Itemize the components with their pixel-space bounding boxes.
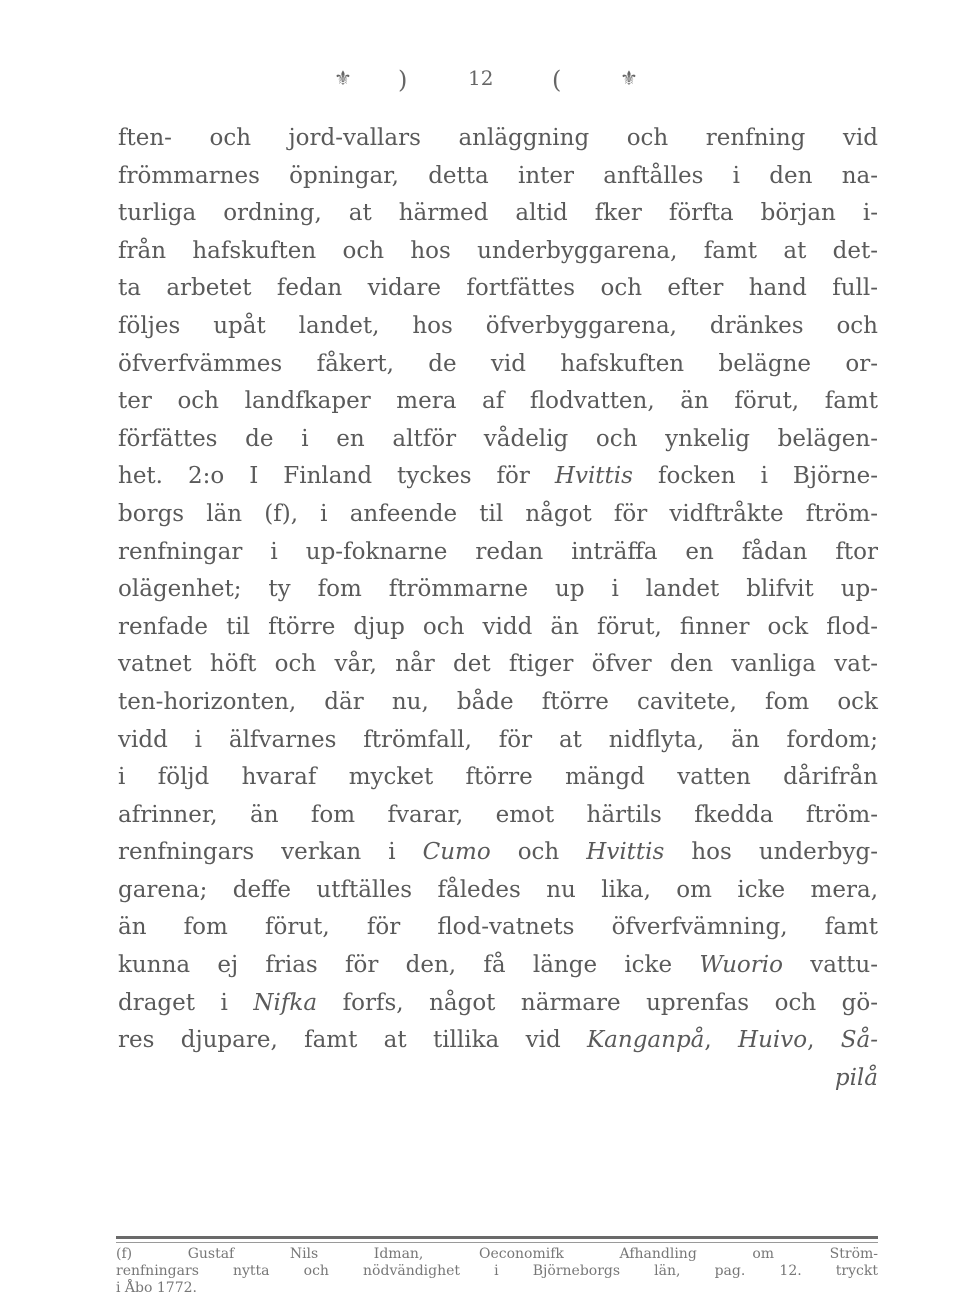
place-name-italic: Kanganpå <box>587 1027 705 1054</box>
header-paren-right: ( <box>552 66 562 94</box>
text-line: från hafskuften och hos underbyggarena, famt at det- <box>118 237 878 264</box>
text-segment: hos underbyg- <box>664 839 878 866</box>
catchword-line <box>118 1060 878 1098</box>
text-segment: vattu- <box>782 952 878 979</box>
text-line: ter och landfkaper mera af flodvatten, än förut, famt <box>118 388 878 415</box>
text-line: ta arbetet fedan vidare fortfättes och efter hand full- <box>118 275 878 302</box>
text-segment: het. 2:o I Finland tyckes för <box>118 463 555 490</box>
text-line: olägenhet; ty fom ftrömmarne up i landet blifvit up- <box>118 576 878 603</box>
page-header <box>0 66 960 96</box>
text-segment: res djupare, famt at tillika vid <box>118 1027 587 1054</box>
text-segment: focken i Björne- <box>632 463 878 490</box>
text-line: garena; deffe utftälles fåledes nu lika, om icke mera, <box>118 876 878 903</box>
place-name-italic: Cumo <box>422 839 491 866</box>
text-line: frömmarnes öpningar, detta inter anftålles i den na- <box>118 162 878 189</box>
text-segment: draget i <box>118 989 254 1016</box>
place-name-italic: Huivo <box>738 1027 808 1054</box>
footnote <box>116 1246 878 1297</box>
footnote-rule-thin <box>116 1242 878 1243</box>
text-line: turliga ordning, at härmed altid fker förfta början i- <box>118 200 878 227</box>
footnote-rule-thick <box>116 1236 878 1239</box>
text-line <box>118 985 878 1023</box>
text-line: förfättes de i en altför vådelig och ynkelig belägen- <box>118 425 878 452</box>
text-line: i följd hvaraf mycket ftörre mängd vatten dårifrån <box>118 764 878 791</box>
text-line: renfade til ftörre djup och vidd än förut, finner ock flod- <box>118 613 878 640</box>
text-line <box>118 458 878 496</box>
footnote-line: i Åbo 1772. <box>116 1280 197 1296</box>
text-line: än fom förut, för flod-vatnets öfverfvämning, famt <box>118 914 878 941</box>
text-line: borgs län (f), i anfeende til något för vidftråkte ftröm- <box>118 500 878 527</box>
text-line: renfningar i up-foknarne redan inträffa en fådan ftor <box>118 538 878 565</box>
footnote-line: renfningars nytta och nödvändighet i Björneborgs län, pag. 12. tryckt <box>116 1263 878 1279</box>
text-segment: , <box>704 1027 739 1054</box>
place-name-italic: Nifka <box>253 989 318 1016</box>
text-segment: forfs, något närmare uprenfas och gö- <box>317 989 878 1016</box>
footnote-line: (f) Gustaf Nils Idman, Oeconomifk Afhandling om Ström- <box>116 1246 878 1262</box>
text-line: följes upåt landet, hos öfverbyggarena, dränkes och <box>118 312 878 339</box>
text-line: ften- och jord-vallars anläggning och renfning vid <box>118 125 878 151</box>
header-paren-left: ) <box>398 66 408 94</box>
text-segment: , <box>807 1027 841 1054</box>
body-text <box>118 120 878 1097</box>
text-line: afrinner, än fom fvarar, emot härtils fkedda ftröm- <box>118 801 878 828</box>
text-line <box>118 947 878 985</box>
place-name-italic: Wuorio <box>699 952 783 979</box>
text-line: vidd i älfvarnes ftrömfall, för at nidflyta, än fordom; <box>118 726 878 753</box>
page-number: 12 <box>468 66 494 90</box>
place-name-italic: Hvittis <box>554 463 633 490</box>
text-segment: och <box>490 839 587 866</box>
fleur-de-lis-ornament-left: ⚜ <box>334 66 352 90</box>
text-line: öfverfvämmes fåkert, de vid hafskuften belägne or- <box>118 350 878 377</box>
fleur-de-lis-ornament-right: ⚜ <box>620 66 638 90</box>
place-name-italic: Hvittis <box>586 839 665 866</box>
text-line: vatnet höft och vår, når det ftiger öfver den vanliga vat- <box>118 651 878 678</box>
text-line <box>118 834 878 872</box>
catchword: pilå <box>834 1064 878 1091</box>
text-line: ten-horizonten, där nu, både ftörre cavitete, fom ock <box>118 688 878 715</box>
text-segment: kunna ej frias för den, få länge icke <box>118 952 700 979</box>
text-line <box>118 1022 878 1060</box>
text-segment: renfningars verkan i <box>118 839 423 866</box>
place-name-italic: Så- <box>840 1027 879 1054</box>
